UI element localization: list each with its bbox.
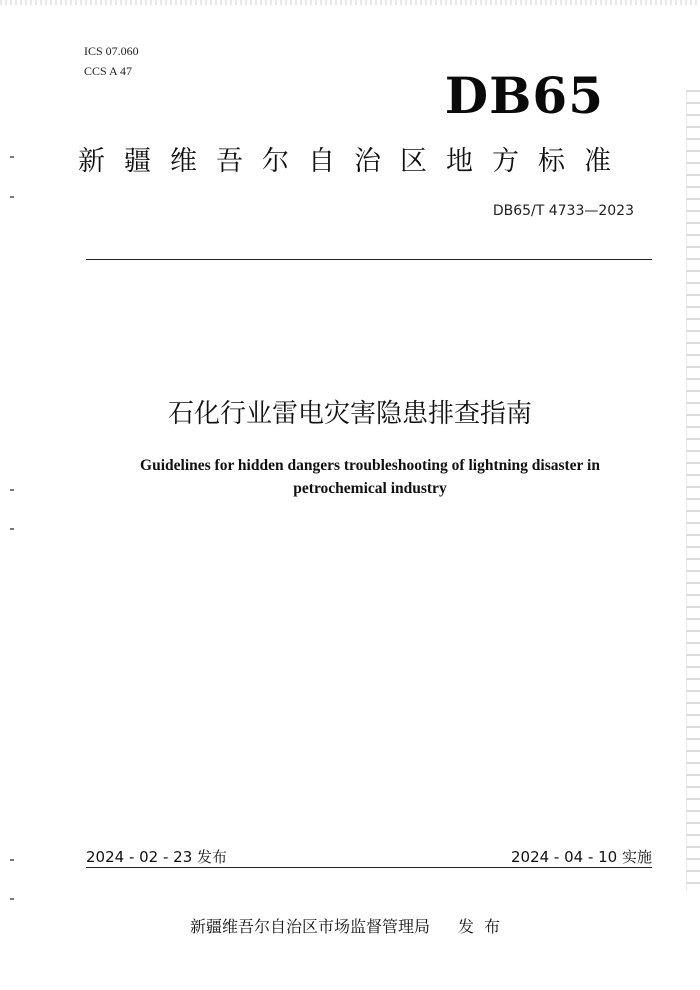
publisher-name: 新疆维吾尔自治区市场监督管理局 xyxy=(189,917,430,936)
scan-speck xyxy=(10,859,14,861)
implementation-date: 2024 - 04 - 10 实施 xyxy=(510,848,652,866)
scan-speck xyxy=(10,489,14,491)
scan-edge-right xyxy=(686,90,700,890)
standard-type-title: 新疆维吾尔自治区地方标准 xyxy=(78,146,630,177)
publisher-line xyxy=(0,914,700,937)
db65-logo: DB65 xyxy=(444,66,604,125)
ics-code: ICS 07.060 xyxy=(84,44,139,58)
publisher-action: 发布 xyxy=(458,917,511,936)
scan-speck xyxy=(10,196,14,198)
scan-edge-top xyxy=(0,0,700,5)
document-title-zh: 石化行业雷电灾害隐患排查指南 xyxy=(167,399,532,429)
scan-speck xyxy=(10,898,14,900)
ccs-code: CCS A 47 xyxy=(84,64,133,78)
standard-code: DB65/T 4733—2023 xyxy=(492,203,634,219)
document-title-en: Guidelines for hidden dangers troubleshooting of lightning disaster in petrochemical industry xyxy=(140,457,600,497)
scan-speck xyxy=(10,156,14,158)
bottom-divider xyxy=(86,867,652,868)
issue-date: 2024 - 02 - 23 发布 xyxy=(86,848,228,866)
top-divider xyxy=(86,259,652,260)
scan-speck xyxy=(10,528,14,530)
